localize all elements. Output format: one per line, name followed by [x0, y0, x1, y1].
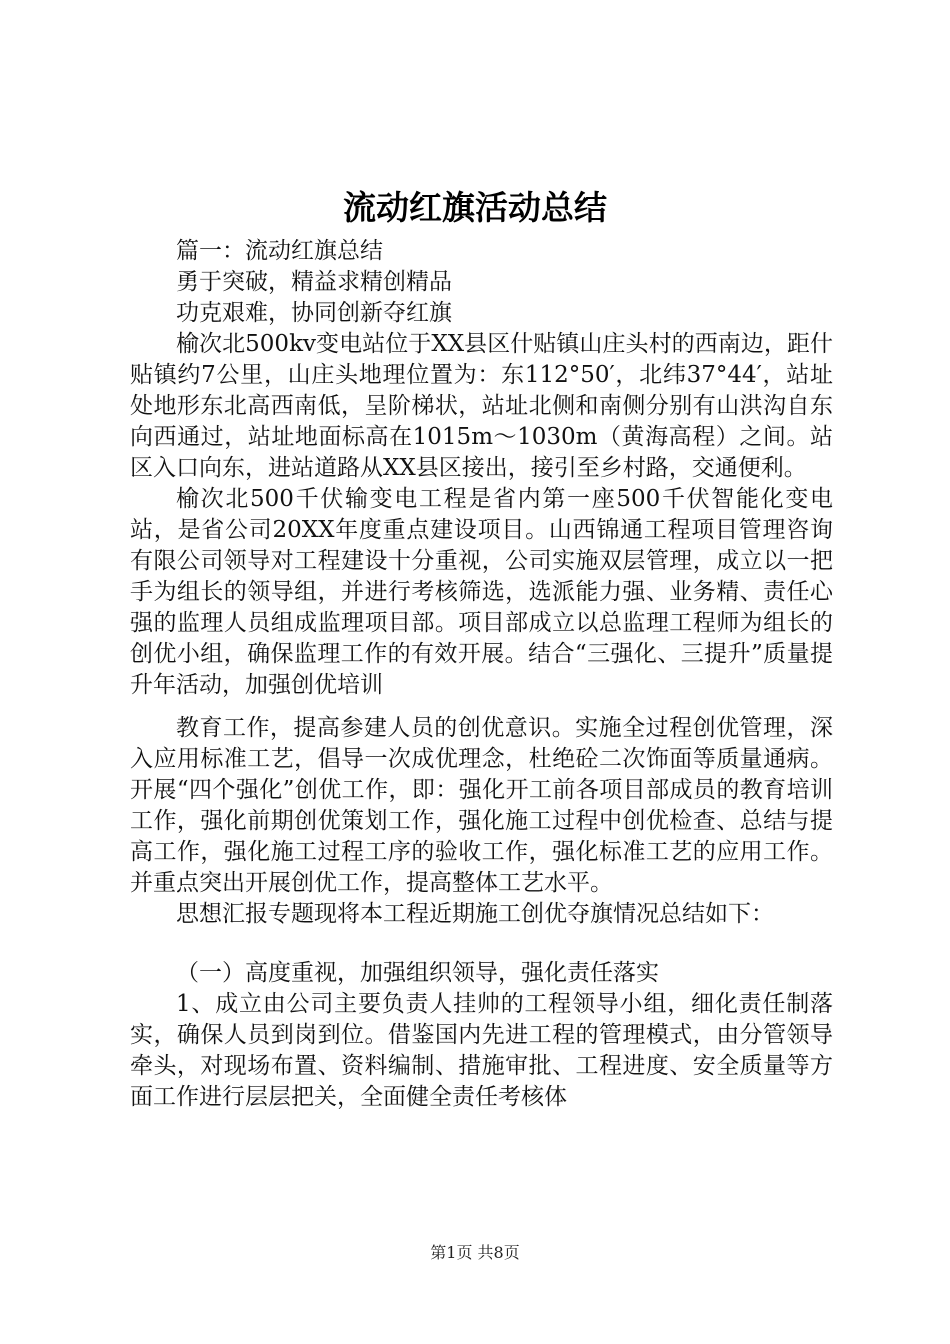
paragraph-education: 教育工作，提高参建人员的创优意识。实施全过程创优管理，深入应用标准工艺，倡导一次成优理念，杜绝砼二次饰面等质量通病。开展“四个强化”创优工作，即：强化开工前各项目部成员的教育培训工作，强化前期创优策划工作，强化施工过程中创优检查、总结与提高工作，强化施工过程工序的验收工作，强化标准工艺的应用工作。并重点突出开展创优工作，提高整体工艺水平。 [130, 715, 833, 896]
document-body [130, 236, 833, 1113]
slogan-line-2: 功克艰难，协同创新夺红旗 [176, 300, 452, 326]
paragraph-project: 榆次北500千伏输变电工程是省内第一座500千伏智能化变电站，是省公司20XX年度重点建设项目。山西锦通工程项目管理咨询有限公司领导对工程建设十分重视，公司实施双层管理，成立以一把手为组长的领导组，并进行考核筛选，选派能力强、业务精、责任心强的监理人员组成监理项目部。项目部成立以总监理工程师为组长的创优小组，确保监理工作的有效开展。结合“三强化、三提升”质量提升年活动，加强创优培训 [130, 486, 833, 698]
document-title: 流动红旗活动总结 [343, 188, 607, 227]
spacer [130, 701, 833, 713]
list-item-1: 1、成立由公司主要负责人挂帅的工程领导小组，细化责任制落实，确保人员到岗到位。借鉴国内先进工程的管理模式，由分管领导牵头，对现场布置、资料编制、措施审批、工程进度、安全质量等方面工作进行层层把关，全面健全责任考核体 [130, 991, 833, 1110]
page-footer: 第1页 共8页 [430, 1243, 520, 1262]
section-heading: 篇一：流动红旗总结 [176, 238, 383, 264]
slogan-line-1: 勇于突破，精益求精创精品 [176, 269, 452, 295]
spacer [130, 930, 833, 958]
paragraph-summary-intro: 思想汇报专题现将本工程近期施工创优夺旗情况总结如下： [176, 901, 774, 927]
subheading-1: （一）高度重视，加强组织领导，强化责任落实 [176, 960, 659, 986]
paragraph-location: 榆次北500kv变电站位于XX县区什贴镇山庄头村的西南边，距什贴镇约7公里，山庄头地理位置为：东112°50′，北纬37°44′，站址处地形东北高西南低，呈阶梯状，站址北侧和南侧分别有山洪沟自东向西通过，站址地面标高在1015m～1030m（黄海高程）之间。站区入口向东，进站道路从XX县区接出，接引至乡村路，交通便利。 [130, 331, 833, 481]
